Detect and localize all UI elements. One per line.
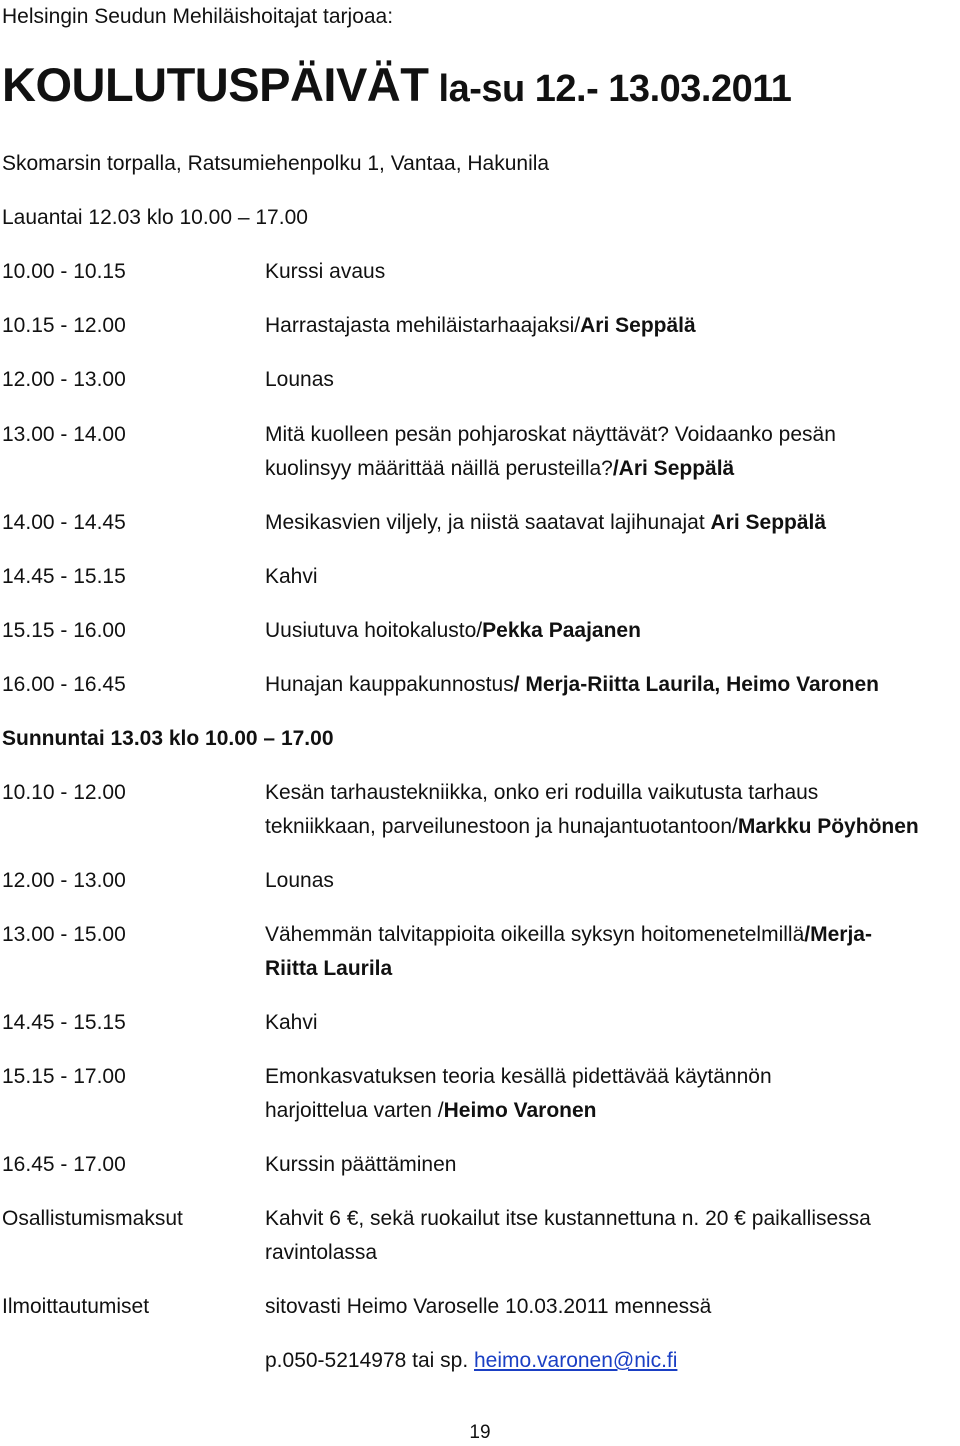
- fees-line2: ravintolassa: [265, 1241, 378, 1264]
- sat-desc-1: Kurssi avaus: [265, 260, 386, 283]
- registration-contact: p.050-5214978 tai sp. heimo.varonen@nic.fi: [265, 1349, 678, 1372]
- page-title: [2, 55, 791, 119]
- sun-desc-6: Kurssin päättäminen: [265, 1153, 457, 1176]
- sun-time-2: 12.00 - 13.00: [2, 869, 126, 892]
- fees-label: Osallistumismaksut: [2, 1207, 183, 1230]
- fees-line1: Kahvit 6 €, sekä ruokailut itse kustannettuna n. 20 € paikallisessa: [265, 1207, 871, 1230]
- sun-desc-2: Lounas: [265, 869, 334, 892]
- saturday-heading: Lauantai 12.03 klo 10.00 – 17.00: [2, 206, 308, 229]
- sun-desc-3-line2: Riitta Laurila: [265, 957, 393, 980]
- title-dates: la-su 12.- 13.03.2011: [428, 68, 792, 110]
- registration-line1: sitovasti Heimo Varoselle 10.03.2011 mennessä: [265, 1295, 712, 1318]
- sun-time-4: 14.45 - 15.15: [2, 1011, 126, 1034]
- sun-desc-1: Kesän tarhaustekniikka, onko eri roduilla vaikutusta tarhaus: [265, 781, 819, 804]
- sun-desc-5: Emonkasvatuksen teoria kesällä pidettävää käytännön: [265, 1065, 772, 1088]
- sat-desc-7: Uusiutuva hoitokalusto/Pekka Paajanen: [265, 619, 641, 642]
- sun-desc-1-line2: tekniikkaan, parveilunestoon ja hunajantuotantoon/Markku Pöyhönen: [265, 815, 919, 838]
- sun-time-3: 13.00 - 15.00: [2, 923, 126, 946]
- sunday-heading: Sunnuntai 13.03 klo 10.00 – 17.00: [2, 727, 334, 750]
- speaker-name: Heimo Varonen: [443, 1099, 597, 1122]
- intro-line: Helsingin Seudun Mehiläishoitajat tarjoaa:: [2, 5, 394, 28]
- sun-desc-4: Kahvi: [265, 1011, 318, 1034]
- sat-desc-6: Kahvi: [265, 565, 318, 588]
- title-main: KOULUTUSPÄIVÄT: [2, 58, 429, 111]
- email-link[interactable]: heimo.varonen@nic.fi: [474, 1349, 678, 1372]
- speaker-name: /Ari Seppälä: [612, 457, 735, 480]
- sun-desc-3: Vähemmän talvitappioita oikeilla syksyn hoitomenetelmillä/Merja-: [265, 923, 872, 946]
- sat-time-6: 14.45 - 15.15: [2, 565, 126, 588]
- sat-desc-8: Hunajan kauppakunnostus/ Merja-Riitta Laurila, Heimo Varonen: [265, 673, 879, 696]
- sun-time-5: 15.15 - 17.00: [2, 1065, 126, 1088]
- sun-time-1: 10.10 - 12.00: [2, 781, 126, 804]
- speaker-name: /Merja-: [804, 923, 872, 946]
- sat-desc-4: Mitä kuolleen pesän pohjaroskat näyttävät? Voidaanko pesän: [265, 423, 836, 446]
- sat-desc-5: Mesikasvien viljely, ja niistä saatavat lajihunajat Ari Seppälä: [265, 511, 827, 534]
- sat-time-2: 10.15 - 12.00: [2, 314, 126, 337]
- speaker-name: Pekka Paajanen: [482, 619, 641, 642]
- page-number: 19: [469, 1422, 491, 1443]
- sat-time-5: 14.00 - 14.45: [2, 511, 126, 534]
- sat-time-4: 13.00 - 14.00: [2, 423, 126, 446]
- sat-time-8: 16.00 - 16.45: [2, 673, 126, 696]
- registration-label: Ilmoittautumiset: [2, 1295, 150, 1318]
- speaker-name: / Merja-Riitta Laurila, Heimo Varonen: [513, 673, 879, 696]
- venue: Skomarsin torpalla, Ratsumiehenpolku 1, Vantaa, Hakunila: [2, 152, 550, 175]
- sat-time-1: 10.00 - 10.15: [2, 260, 126, 283]
- sun-desc-5-line2: harjoittelua varten /Heimo Varonen: [265, 1099, 597, 1122]
- sun-time-6: 16.45 - 17.00: [2, 1153, 126, 1176]
- sat-desc-2: Harrastajasta mehiläistarhaajaksi/Ari Seppälä: [265, 314, 696, 337]
- sat-time-7: 15.15 - 16.00: [2, 619, 126, 642]
- sat-desc-3: Lounas: [265, 368, 334, 391]
- speaker-name: Ari Seppälä: [710, 511, 827, 534]
- sat-desc-4-line2: kuolinsyy määrittää näillä perusteilla?/Ari Seppälä: [265, 457, 735, 480]
- speaker-name: Markku Pöyhönen: [737, 815, 919, 838]
- speaker-name: Ari Seppälä: [580, 314, 696, 337]
- sat-time-3: 12.00 - 13.00: [2, 368, 126, 391]
